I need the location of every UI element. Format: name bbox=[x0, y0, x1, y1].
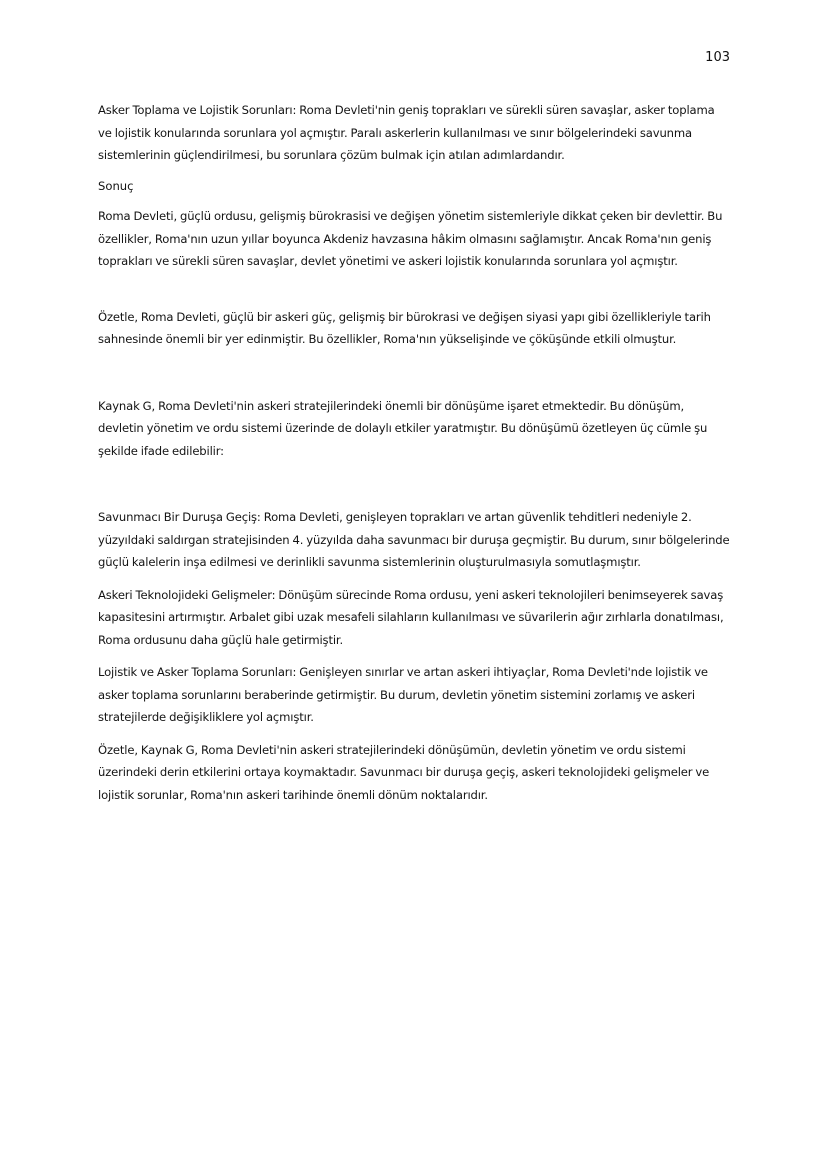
paragraph-summary: Özetle, Roma Devleti, güçlü bir askeri güç, gelişmiş bir bürokrasi ve değişen siyasi yapı gibi özellikleriyle tarih sahnesinde önemli bir yer edinmiştir. Bu özellikler, Roma'nın yükselişinde ve çöküşünde etkili olmuştur. bbox=[98, 309, 711, 346]
section-heading-conclusion: Sonuç bbox=[98, 178, 134, 193]
paragraph-military-technology: Askeri Teknolojideki Gelişmeler: Dönüşüm sürecinde Roma ordusu, yeni askeri teknolojileri benimseyerek savaş kapasitesini artırmıştır. Arbalet gibi uzak mesafeli silahların kullanılması ve süvarilerin ağır zırhlarla donatılması, Roma ordusunu daha güçlü hale getirmiştir. bbox=[98, 587, 724, 647]
paragraph-final-summary: Özetle, Kaynak G, Roma Devleti'nin askeri stratejilerindeki dönüşümün, devletin yönetim ve ordu sistemi üzerindeki derin etkilerini ortaya koymaktadır. Savunmacı bir duruşa geçiş, askeri teknolojideki gelişmeler ve lojistik sorunlar, Roma'nın askeri tarihinde önemli dönüm noktalarıdır. bbox=[98, 742, 710, 802]
paragraph-source-g: Kaynak G, Roma Devleti'nin askeri stratejilerindeki önemli bir dönüşüme işaret etmektedir. Bu dönüşüm, devletin yönetim ve ordu sistemi üzerinde de dolaylı etkiler yaratmıştır. Bu dönüşümü özetleyen üç cümle şu şekilde ifade edilebilir: bbox=[98, 398, 708, 458]
paragraph-logistics-problems: Asker Toplama ve Lojistik Sorunları: Roma Devleti'nin geniş toprakları ve sürekli süren savaşlar, asker toplama ve lojistik konularında sorunlara yol açmıştır. Paralı askerlerin kullanılması ve sınır bölgelerindeki savunma sistemlerinin güçlendirilmesi, bu sorunlara çözüm bulmak için atılan adımlardandır. bbox=[98, 103, 715, 162]
paragraph-conclusion: Roma Devleti, güçlü ordusu, gelişmiş bürokrasisi ve değişen yönetim sistemleriyle dikkat çeken bir devlettir. Bu özellikler, Roma'nın uzun yıllar boyunca Akdeniz havzasına hâkim olmasını sağlamıştır. Ancak Roma'nın geniş toprakları ve sürekli süren savaşlar, devlet yönetimi ve askeri lojistik konularında sorunlara yol açmıştır. bbox=[98, 209, 723, 268]
page-content bbox=[98, 99, 730, 806]
paragraph-logistics-recruitment: Lojistik ve Asker Toplama Sorunları: Genişleyen sınırlar ve artan askeri ihtiyaçlar, Roma Devleti'nde lojistik ve asker toplama sorunlarını beraberinde getirmiştir. Bu durum, devletin yönetim sistemini zorlamış ve askeri stratejilerde değişikliklere yol açmıştır. bbox=[98, 665, 708, 724]
page-number: 103 bbox=[705, 50, 730, 65]
paragraph-defensive-shift: Savunmacı Bir Duruşa Geçiş: Roma Devleti, genişleyen toprakları ve artan güvenlik tehditleri nedeniyle 2. yüzyıldaki saldırgan stratejisinden 4. yüzyılda daha savunmacı bir duruşa geçmiştir. Bu durum, sınır bölgelerinde güçlü kalelerin inşa edilmesi ve derinlikli savunma sistemlerinin oluşturulmasıyla somutlaşmıştır. bbox=[98, 510, 730, 569]
